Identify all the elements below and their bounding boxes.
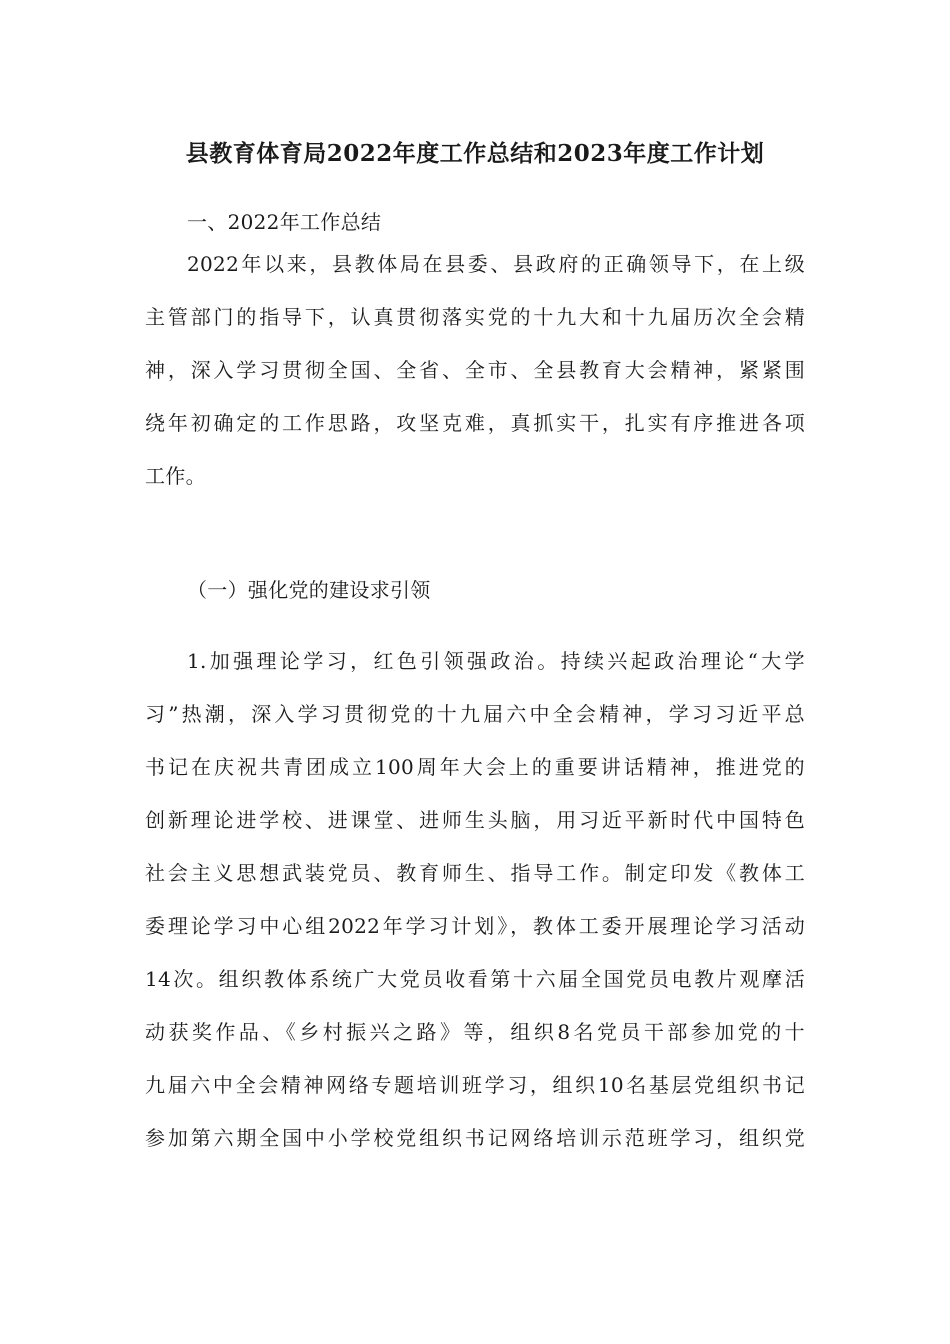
- paragraph-line: 神，深入学习贯彻全国、全省、全市、全县教育大会精神，紧紧围: [145, 358, 805, 382]
- paragraph-line: 主管部门的指导下，认真贯彻落实党的十九大和十九届历次全会精: [145, 305, 805, 329]
- item-1-paragraph: [145, 641, 805, 1158]
- paragraph-line: 九届六中全会精神网络专题培训班学习，组织10名基层党组织书记: [145, 1073, 805, 1097]
- paragraph-line: 绕年初确定的工作思路，攻坚克难，真抓实干，扎实有序推进各项: [145, 411, 805, 435]
- subsection-heading-party-building: （一）强化党的建设求引领: [187, 578, 431, 602]
- paragraph-line: 习”热潮，深入学习贯彻党的十九届六中全会精神，学习习近平总: [145, 702, 805, 726]
- paragraph-line: 创新理论进学校、进课堂、进师生头脑，用习近平新时代中国特色: [145, 808, 805, 832]
- paragraph-line: 动获奖作品、《乡村振兴之路》等，组织8名党员干部参加党的十: [145, 1020, 805, 1044]
- section-heading-2022-summary: 一、2022年工作总结: [187, 210, 382, 234]
- document-title: 县教育体育局2022年度工作总结和2023年度工作计划: [185, 140, 765, 167]
- intro-paragraph: [145, 244, 805, 496]
- paragraph-line: 参加第六期全国中小学校党组织书记网络培训示范班学习，组织党: [145, 1126, 805, 1150]
- paragraph-line: 书记在庆祝共青团成立100周年大会上的重要讲话精神，推进党的: [145, 755, 805, 779]
- paragraph-line: 工作。: [145, 464, 206, 488]
- paragraph-line: 1.加强理论学习，红色引领强政治。持续兴起政治理论“大学: [187, 649, 805, 673]
- paragraph-line: 14次。组织教体系统广大党员收看第十六届全国党员电教片观摩活: [145, 967, 805, 991]
- paragraph-line: 委理论学习中心组2022年学习计划》，教体工委开展理论学习活动: [145, 914, 805, 938]
- paragraph-line: 社会主义思想武装党员、教育师生、指导工作。制定印发《教体工: [145, 861, 805, 885]
- paragraph-line: 2022年以来，县教体局在县委、县政府的正确领导下，在上级: [187, 252, 805, 276]
